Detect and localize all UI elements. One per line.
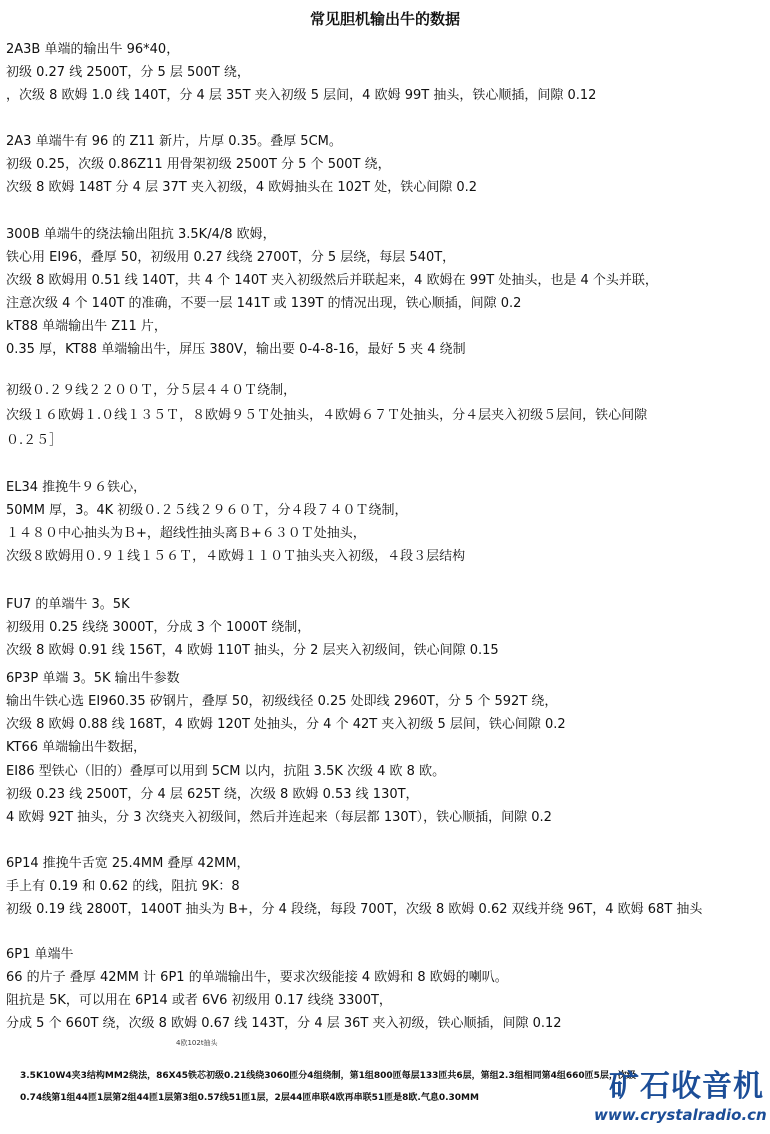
- text-line: 6P3P 单端 3。5K 输出牛参数: [6, 671, 180, 686]
- text-line: 次级８欧姆用０.９１线１５６Ｔ，４欧姆１１０Ｔ抽头夹入初级，４段３层结构: [6, 549, 466, 564]
- text-line: 初级 0.19 线 2800T，1400T 抽头为 B+，分 4 段绕，每段 700T，次级 8 欧姆 0.62 双线并绕 96T，4 欧姆 68T 抽头: [6, 902, 703, 917]
- text-line: kT88 单端输出牛 Z11 片，: [6, 319, 167, 334]
- text-line: 2A3 单端牛有 96 的 Z11 新片，片厚 0.35。叠厚 5CM。: [6, 134, 342, 149]
- text-line: EI86 型铁心（旧的）叠厚可以用到 5CM 以内，抗阻 3.5K 次级 4 欧 8 欧。: [6, 764, 446, 779]
- text-line: EL34 推挽牛９６铁心，: [6, 480, 147, 495]
- text-line: 0.35 厚，KT88 单端输出牛，屏压 380V，输出要 0-4-8-16，最好 5 夹 4 绕制: [6, 342, 466, 357]
- logo-url: www.crystalradio.cn: [594, 1106, 767, 1124]
- tiny-note: 4欧102t抽头: [176, 1039, 218, 1047]
- text-line: 初级 0.23 线 2500T，分 4 层 625T 绕，次级 8 欧姆 0.53 线 130T，: [6, 787, 419, 802]
- footer-line: 3.5K10W4夹3结构MM2绕法，86X45铁芯初级0.21线绕3060匝分4组绕制，第1组800匝每层133匝共6层，第组2.3组相同第4组660匝5层，次级: [20, 1071, 636, 1081]
- text-line: 2A3B 单端的输出牛 96*40，: [6, 42, 180, 57]
- text-line: 6P14 推挽牛舌宽 25.4MM 叠厚 42MM，: [6, 856, 250, 871]
- text-line: １４８０中心抽头为Ｂ+，超线性抽头离Ｂ+６３０Ｔ处抽头，: [6, 526, 366, 541]
- text-line: 初级０.２９线２２００Ｔ，分５层４４０Ｔ绕制，: [6, 383, 297, 398]
- text-line: 初级用 0.25 线绕 3000T，分成 3 个 1000T 绕制，: [6, 620, 311, 635]
- text-line: 次级 8 欧姆用 0.51 线 140T，共 4 个 140T 夹入初级然后并联起来，4 欧姆在 99T 处抽头，也是 4 个头并联，: [6, 273, 658, 288]
- text-line: ，次级 8 欧姆 1.0 线 140T，分 4 层 35T 夹入初级 5 层间，4 欧姆 99T 抽头，铁心顺插，间隙 0.12: [6, 88, 597, 103]
- text-line: 初级 0.25，次级 0.86Z11 用骨架初级 2500T 分 5 个 500T 绕，: [6, 157, 391, 172]
- text-line: 300B 单端牛的绕法输出阻抗 3.5K/4/8 欧姆，: [6, 227, 276, 242]
- text-line: 次级１６欧姆１.０线１３５Ｔ，８欧姆９５Ｔ处抽头，４欧姆６７Ｔ处抽头，分４层夹入初级５层间，铁心间隙: [6, 408, 648, 423]
- text-line: ０.２５］: [6, 433, 63, 448]
- logo-text: 矿石收音机: [609, 1069, 764, 1104]
- text-line: 4 欧姆 92T 抽头，分 3 次绕夹入初级间，然后并连起来（每层都 130T），铁心顺插，间隙 0.2: [6, 810, 552, 825]
- text-line: 注意次级 4 个 140T 的准确，不要一层 141T 或 139T 的情况出现，铁心顺插，间隙 0.2: [6, 296, 522, 311]
- text-line: 分成 5 个 660T 绕，次级 8 欧姆 0.67 线 143T，分 4 层 36T 夹入初级，铁心顺插，间隙 0.12: [6, 1016, 562, 1031]
- text-line: 66 的片子 叠厚 42MM 计 6P1 的单端输出牛，要求次级能接 4 欧姆和 8 欧姆的喇叭。: [6, 970, 508, 985]
- site-logo: [594, 1068, 767, 1130]
- text-line: 手上有 0.19 和 0.62 的线，阻抗 9K：8: [6, 879, 240, 894]
- page-title: 常见胆机输出牛的数据: [309, 10, 460, 28]
- text-line: 次级 8 欧姆 0.91 线 156T，4 欧姆 110T 抽头，分 2 层夹入初级间，铁心间隙 0.15: [6, 643, 499, 658]
- text-line: 铁心用 EI96，叠厚 50，初级用 0.27 线绕 2700T，分 5 层绕，每层 540T，: [6, 250, 456, 265]
- text-line: 50MM 厚，3。4K 初级０.２５线２９６０Ｔ，分４段７４０Ｔ绕制，: [6, 503, 408, 518]
- text-line: 次级 8 欧姆 0.88 线 168T，4 欧姆 120T 处抽头，分 4 个 42T 夹入初级 5 层间，铁心间隙 0.2: [6, 717, 566, 732]
- text-line: 6P1 单端牛: [6, 947, 74, 962]
- text-line: 初级 0.27 线 2500T，分 5 层 500T 绕，: [6, 65, 250, 80]
- text-line: FU7 的单端牛 3。5K: [6, 597, 130, 612]
- footer-line: 0.74线第1组44匝1层第2组44匝1层第3组0.57线51匝1层，2层44匝串联4欧再串联51匝是8欧.气息0.30MM: [20, 1093, 479, 1103]
- text-line: 阻抗是 5K，可以用在 6P14 或者 6V6 初级用 0.17 线绕 3300T，: [6, 993, 392, 1008]
- text-line: 次级 8 欧姆 148T 分 4 层 37T 夹入初级，4 欧姆抽头在 102T 处，铁心间隙 0.2: [6, 180, 478, 195]
- text-line: 输出牛铁心选 EI960.35 矽钢片，叠厚 50，初级线径 0.25 处即线 2960T，分 5 个 592T 绕，: [6, 694, 558, 709]
- text-line: KT66 单端输出牛数据，: [6, 740, 147, 755]
